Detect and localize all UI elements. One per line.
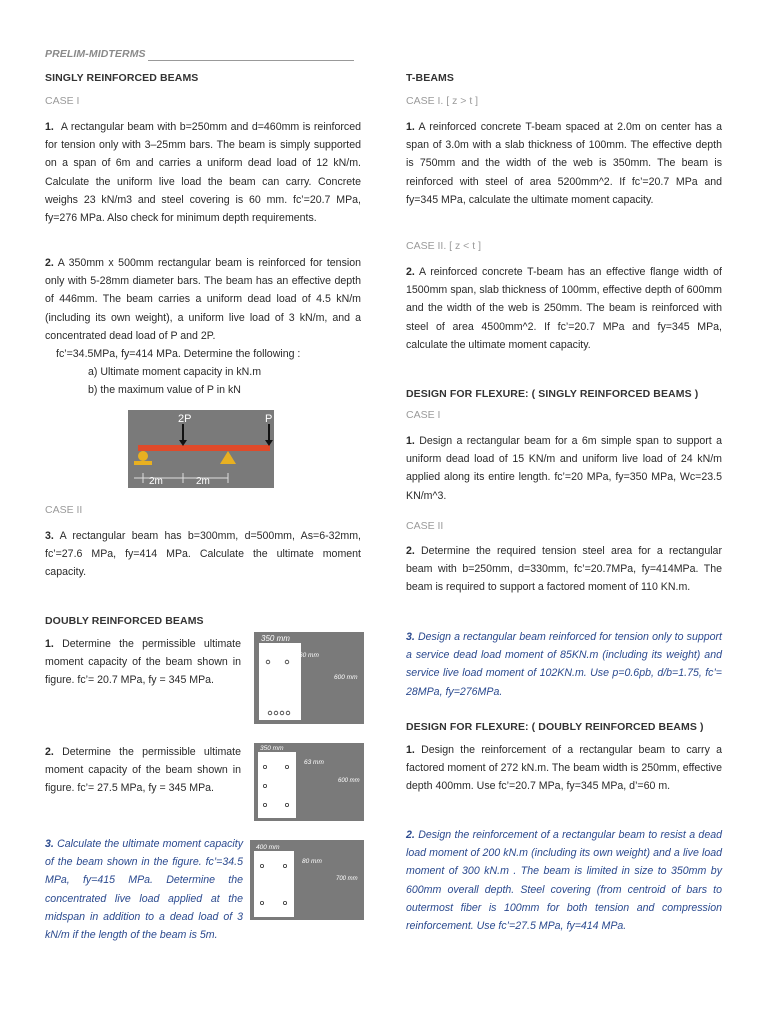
- problem-1-number: 1.: [45, 121, 54, 133]
- problem-2-part-a: a) Ultimate moment capacity in kN.m: [88, 366, 262, 378]
- design-singly-heading: DESIGN FOR FLEXURE: ( SINGLY REINFORCED BEAMS ): [406, 388, 699, 400]
- dimension-label-1: 2m: [149, 476, 163, 487]
- design-doubly-problem-2-number: 2.: [406, 829, 415, 841]
- beam-bar: [138, 445, 270, 451]
- t-case-1-label: CASE I. [ z > t ]: [406, 95, 479, 107]
- case-1-label: CASE I: [45, 95, 80, 107]
- t-problem-1-number: 1.: [406, 121, 415, 133]
- beam-section-figure-1: [254, 632, 364, 724]
- doubly-problem-3-number: 3.: [45, 838, 54, 850]
- design-singly-problem-1-text: Design a rectangular beam for a 6m simple span to support a uniform dead load of 15 KN/m and uniform live load of 24 kN/m applied along its entire length. fc’=20 MPa, fy=350 MPa, Wc=23.5 KN/m^3.: [406, 435, 722, 502]
- problem-3: [45, 527, 361, 582]
- doubly-problem-1-number: 1.: [45, 638, 54, 650]
- design-singly-case-1: CASE I: [406, 409, 441, 421]
- design-doubly-problem-1-text: Design the reinforcement of a rectangular beam to carry a factored moment of 272 kN.m. The beam width is 250mm, effective depth 400mm. Use fc’=20.7 MPa, fy=345 MPa, d’=60 m.: [406, 744, 722, 793]
- doubly-problem-1: [45, 635, 241, 690]
- design-singly-problem-2: [406, 542, 722, 597]
- design-singly-problem-3: [406, 628, 722, 701]
- doubly-problem-2-text: Determine the permissible ultimate moment capacity of the beam shown in figure. fc’= 27.5 MPa, fy = 345 MPa.: [45, 746, 242, 795]
- t-problem-1: [406, 118, 722, 209]
- doubly-problem-3: [45, 835, 243, 944]
- case-2-label: CASE II: [45, 504, 83, 516]
- t-case-2-label: CASE II. [ z < t ]: [406, 240, 481, 252]
- beam-section-figure-3: [250, 840, 364, 920]
- problem-3-number: 3.: [45, 530, 54, 542]
- section-cover-label: 60 mm: [299, 652, 319, 659]
- t-beams-heading: T-BEAMS: [406, 72, 454, 84]
- document-header: PRELIM-MIDTERMS: [45, 48, 146, 60]
- doubly-problem-1-text: Determine the permissible ultimate moment capacity of the beam shown in figure. fc’= 20.7 MPa, fy = 345 MPa.: [45, 638, 242, 687]
- design-singly-problem-2-number: 2.: [406, 545, 415, 557]
- beam-section-figure-2: [254, 743, 364, 821]
- section-height-label: 600 mm: [338, 778, 360, 784]
- design-singly-problem-3-number: 3.: [406, 631, 415, 643]
- doubly-reinforced-heading: DOUBLY REINFORCED BEAMS: [45, 615, 204, 627]
- pin-support: [138, 451, 148, 461]
- design-doubly-heading: DESIGN FOR FLEXURE: ( DOUBLY REINFORCED BEAMS ): [406, 721, 704, 733]
- section-width-label: 350 mm: [260, 745, 284, 752]
- design-singly-problem-1-number: 1.: [406, 435, 415, 447]
- problem-2-part-b: b) the maximum value of P in kN: [88, 384, 241, 396]
- problem-3-text: A rectangular beam has b=300mm, d=500mm, As=6-32mm, fc’=27.6 MPa, fy=414 MPa. Calculate the ultimate moment capacity.: [45, 530, 361, 579]
- section-cover-label: 63 mm: [304, 759, 324, 766]
- dimension-label-2: 2m: [196, 476, 210, 487]
- load-label-2p: 2P: [178, 413, 192, 425]
- design-doubly-problem-2-text: Design the reinforcement of a rectangular beam to resist a dead load moment of 200 kN.m (including its own weight) and a live load moment of 300 kN.m . The beam is limited in size to 350mm by 600mm overall depth. Steel covering (from centroid of bars to outermost fiber is 100mm for both tension and compression reinforcement. Use fc’=27.5 MPa, fy=414 MPa.: [406, 829, 722, 933]
- problem-2: [45, 254, 361, 345]
- doubly-problem-3-text: Calculate the ultimate moment capacity of the beam shown in the figure. fc’=34.5 MPa, fy=415 MPa. Determine the concentrated live load applied at the midspan in addition to a dead load of 3 kN/m if the length of the beam is 5m.: [45, 838, 244, 942]
- design-doubly-problem-1-number: 1.: [406, 744, 415, 756]
- design-singly-case-2: CASE II: [406, 520, 444, 532]
- design-singly-problem-3-text: Design a rectangular beam reinforced for tension only to support a service dead load moment of 85KN.m (including its weight) and service live load moment of 102KN.m. Use p=0.6pb, d/b=1.75, fc’= 28MPa, fy=276MPa.: [406, 631, 722, 698]
- t-problem-1-text: A reinforced concrete T-beam spaced at 2.0m on center has a span of 3.0m with a slab thickness of 100mm. The effective depth is 750mm and the width of the web is 350mm. The beam is reinforced with steel of area 5200mm^2. If fc’=20.7 MPa and fy=345 MPa, calculate the ultimate moment capacity.: [406, 121, 723, 206]
- doubly-problem-2-number: 2.: [45, 746, 54, 758]
- design-doubly-problem-2: [406, 826, 722, 935]
- section-width-label: 350 mm: [261, 634, 290, 643]
- doubly-problem-2: [45, 743, 241, 798]
- design-singly-problem-1: [406, 432, 722, 505]
- problem-2-given: fc’=34.5MPa, fy=414 MPa. Determine the following :: [56, 348, 301, 360]
- beam-section: [259, 643, 301, 720]
- beam-loading-figure: [128, 410, 274, 488]
- problem-2-number: 2.: [45, 257, 54, 269]
- problem-1: [45, 118, 361, 227]
- problem-2-text: A 350mm x 500mm rectangular beam is reinforced for tension only with 5-28mm diameter bars. The beam has an effective depth of 446mm. The beam carries a uniform dead load of 4.5 kN/m (including its own weight), a uniform live load of 3 kN/m, and a concentrated dead load of P and 2P.: [45, 257, 362, 342]
- load-label-p: P: [265, 413, 273, 425]
- t-problem-2: [406, 263, 722, 354]
- section-cover-label: 80 mm: [302, 858, 322, 865]
- section-height-label: 600 mm: [334, 674, 358, 681]
- design-singly-problem-2-text: Determine the required tension steel area for a rectangular beam with b=250mm, d=330mm, fc’=20.7MPa, fy=414MPa. The beam is required to support a factored moment of 110 KN.m.: [406, 545, 722, 594]
- beam-section: [254, 851, 294, 917]
- t-problem-2-number: 2.: [406, 266, 415, 278]
- header-underline: [148, 60, 354, 61]
- design-doubly-problem-1: [406, 741, 722, 796]
- t-problem-2-text: A reinforced concrete T-beam has an effective flange width of 1500mm span, slab thickness of 100mm, effective depth of 600mm and the width of the web is 250mm. The beam is reinforced with steel of area 4500mm^2. If fc’=20.7 MPa and fy=345 MPa, calculate the ultimate moment capacity.: [406, 266, 722, 351]
- pin-support-base: [134, 461, 152, 465]
- section-height-label: 700 mm: [336, 876, 358, 882]
- problem-1-text: A rectangular beam with b=250mm and d=460mm is reinforced for tension only with 3–25mm bars. The beam is simply supported on a span of 6m and carries a uniform dead load of 12 kN/m. Calculate the uniform live load the beam can carry. Concrete weighs 23 kN/m3 and steel covering is 60 mm. fc’=20.7 MPa, fy=276 MPa. Also check for minimum depth requirements.: [45, 121, 362, 225]
- section-width-label: 400 mm: [256, 844, 280, 851]
- singly-reinforced-heading: SINGLY REINFORCED BEAMS: [45, 72, 199, 84]
